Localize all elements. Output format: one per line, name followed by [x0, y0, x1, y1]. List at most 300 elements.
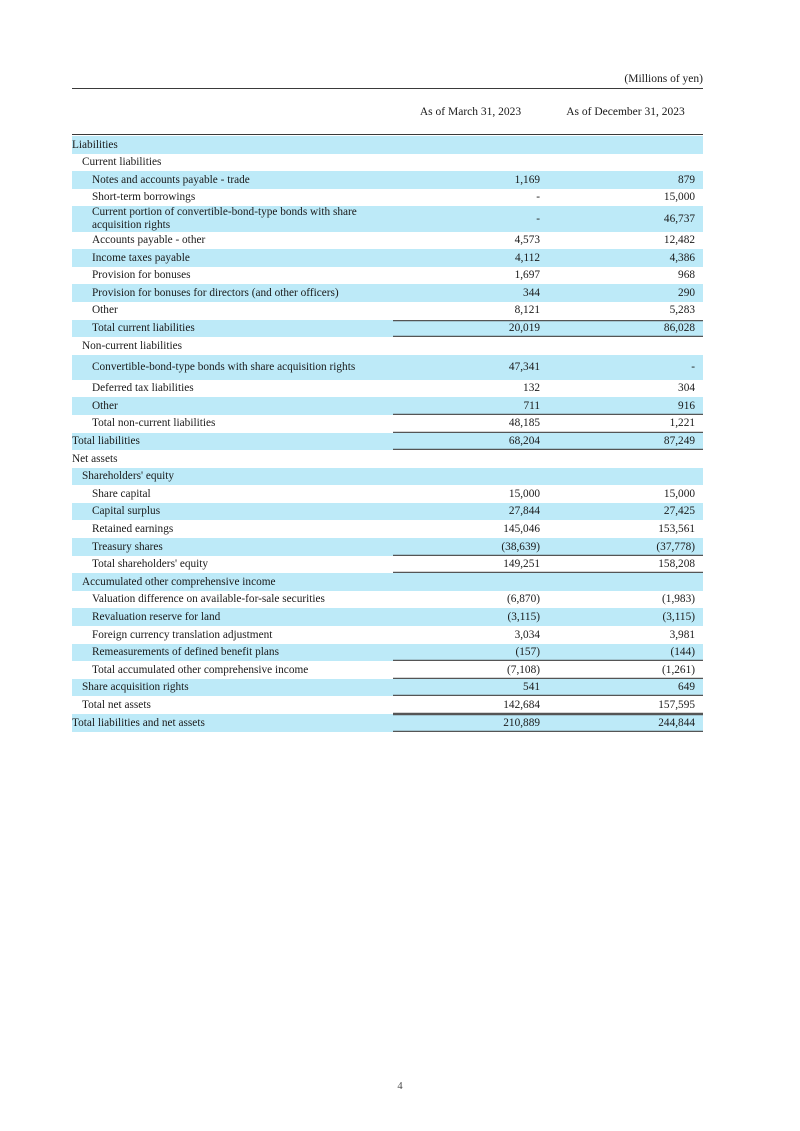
row-value-2	[548, 355, 703, 380]
row-label: Provision for bonuses	[92, 269, 191, 282]
row-value-2	[548, 232, 703, 250]
row-label: Revaluation reserve for land	[92, 610, 221, 623]
indent-cell	[82, 189, 92, 207]
row-value-1	[393, 679, 548, 697]
indent-cell	[82, 468, 383, 486]
indent-cell	[72, 415, 82, 433]
table-row	[72, 485, 703, 503]
value-text: (1,261)	[662, 663, 695, 676]
indent-cell	[92, 556, 383, 574]
table-row	[72, 591, 703, 609]
value-text: 158,208	[658, 558, 695, 571]
row-value-2	[548, 591, 703, 609]
value-text: 145,046	[503, 522, 540, 535]
row-value-1	[393, 284, 548, 302]
row-label: Total non-current liabilities	[92, 417, 216, 430]
value-text: 5,283	[669, 304, 695, 317]
row-value-2	[548, 415, 703, 433]
row-label: Accumulated other comprehensive income	[82, 575, 276, 588]
row-label: Provision for bonuses for directors (and other officers)	[92, 286, 339, 299]
indent-cell	[72, 608, 82, 626]
value-text: 4,112	[515, 251, 540, 264]
indent-cell	[72, 503, 82, 521]
row-value-2	[548, 468, 703, 486]
table-row	[72, 696, 703, 714]
value-text: 132	[523, 382, 540, 395]
row-value-1	[393, 556, 548, 574]
row-value-1	[393, 468, 548, 486]
indent-cell	[72, 556, 82, 574]
row-label: Liabilities	[72, 138, 118, 151]
row-value-2	[548, 136, 703, 154]
value-text: 290	[678, 286, 695, 299]
value-text: 142,684	[503, 698, 540, 711]
column-gap	[383, 136, 393, 154]
indent-cell	[72, 284, 82, 302]
indent-cell	[72, 136, 383, 154]
indent-cell	[82, 337, 383, 355]
row-label: Current portion of convertible-bond-type bonds with share acquisition rights	[92, 206, 357, 231]
row-value-1	[393, 626, 548, 644]
indent-cell	[82, 320, 92, 338]
indent-cell	[72, 520, 82, 538]
table-row	[72, 556, 703, 574]
indent-cell	[82, 661, 92, 679]
indent-cell	[92, 644, 383, 662]
indent-cell	[72, 450, 383, 468]
row-value-2	[548, 302, 703, 320]
row-label: Deferred tax liabilities	[92, 382, 194, 395]
row-value-2	[548, 573, 703, 591]
row-label: Other	[92, 399, 118, 412]
column-gap	[383, 696, 393, 714]
indent-cell	[82, 573, 383, 591]
table-row	[72, 415, 703, 433]
indent-cell	[82, 679, 383, 697]
indent-cell	[92, 302, 383, 320]
indent-cell	[72, 468, 82, 486]
column-gap	[383, 154, 393, 172]
table-row	[72, 608, 703, 626]
value-text: 8,121	[514, 304, 540, 317]
value-text: -	[536, 212, 540, 225]
indent-cell	[92, 538, 383, 556]
row-value-1	[393, 433, 548, 451]
row-value-2	[548, 485, 703, 503]
row-value-1	[393, 573, 548, 591]
column-gap	[383, 644, 393, 662]
indent-cell	[82, 696, 383, 714]
row-value-1	[393, 355, 548, 380]
row-value-1	[393, 397, 548, 415]
value-text: 12,482	[663, 234, 695, 247]
row-label: Non-current liabilities	[82, 339, 183, 352]
indent-cell	[92, 626, 383, 644]
row-label: Total liabilities	[72, 435, 140, 447]
column-gap	[383, 450, 393, 468]
table-row	[72, 284, 703, 302]
row-label: Income taxes payable	[92, 251, 190, 264]
row-value-2	[548, 556, 703, 574]
balance-sheet-body	[72, 136, 703, 732]
row-value-1	[393, 154, 548, 172]
row-value-1	[393, 337, 548, 355]
row-value-1	[393, 136, 548, 154]
row-value-2	[548, 503, 703, 521]
indent-cell	[92, 249, 383, 267]
indent-cell	[82, 556, 92, 574]
column-header-period-1: As of March 31, 2023	[419, 106, 522, 118]
value-text: 47,341	[508, 360, 540, 373]
column-gap	[383, 485, 393, 503]
value-text: 20,019	[508, 322, 540, 335]
row-value-1	[393, 206, 548, 231]
table-row	[72, 337, 703, 355]
value-text: 27,844	[508, 505, 540, 518]
row-value-1	[393, 380, 548, 398]
value-text: 210,889	[503, 716, 540, 729]
table-row	[72, 661, 703, 679]
column-gap	[383, 468, 393, 486]
column-gap	[383, 433, 393, 451]
row-value-1	[393, 189, 548, 207]
row-value-1	[393, 171, 548, 189]
value-text: (3,115)	[507, 610, 540, 623]
indent-cell	[82, 626, 92, 644]
table-row	[72, 520, 703, 538]
indent-cell	[92, 189, 383, 207]
indent-cell	[72, 714, 383, 732]
column-gap	[383, 591, 393, 609]
indent-cell	[72, 320, 82, 338]
row-label: Share capital	[92, 487, 151, 500]
row-label: Total liabilities and net assets	[72, 716, 205, 729]
row-value-2	[548, 320, 703, 338]
row-label: Shareholders' equity	[82, 470, 175, 483]
row-value-2	[548, 189, 703, 207]
value-text: 15,000	[508, 487, 540, 500]
row-label: Retained earnings	[92, 522, 174, 535]
column-gap	[383, 171, 393, 189]
row-value-2	[548, 380, 703, 398]
row-value-2	[548, 284, 703, 302]
row-value-2	[548, 644, 703, 662]
row-value-1	[393, 267, 548, 285]
row-label: Total net assets	[82, 698, 151, 711]
top-rule	[72, 88, 703, 89]
value-text: 1,169	[514, 173, 540, 186]
row-label: Share acquisition rights	[82, 681, 189, 694]
table-row	[72, 206, 703, 231]
value-text: (7,108)	[507, 663, 540, 676]
column-gap	[383, 626, 393, 644]
value-text: 153,561	[658, 522, 695, 535]
indent-cell	[72, 171, 82, 189]
indent-cell	[82, 608, 92, 626]
table-row	[72, 189, 703, 207]
row-value-2	[548, 206, 703, 231]
table-row	[72, 267, 703, 285]
indent-cell	[82, 249, 92, 267]
row-value-2	[548, 714, 703, 732]
indent-cell	[72, 232, 82, 250]
row-value-1	[393, 503, 548, 521]
column-header-period-2: As of December 31, 2023	[566, 106, 685, 118]
row-value-2	[548, 608, 703, 626]
indent-cell	[82, 171, 92, 189]
row-value-2	[548, 267, 703, 285]
indent-cell	[92, 380, 383, 398]
row-label: Other	[92, 304, 118, 317]
row-value-1	[393, 520, 548, 538]
indent-cell	[82, 415, 92, 433]
indent-cell	[92, 171, 383, 189]
indent-cell	[82, 154, 383, 172]
row-value-2	[548, 433, 703, 451]
column-gap	[383, 661, 393, 679]
indent-cell	[92, 503, 383, 521]
indent-cell	[82, 302, 92, 320]
row-value-1	[393, 538, 548, 556]
row-value-2	[548, 337, 703, 355]
row-value-1	[393, 249, 548, 267]
row-value-2	[548, 450, 703, 468]
row-value-1	[393, 591, 548, 609]
indent-cell	[92, 485, 383, 503]
row-value-1	[393, 302, 548, 320]
indent-cell	[82, 267, 92, 285]
value-text: 15,000	[663, 191, 695, 204]
row-value-2	[548, 520, 703, 538]
indent-cell	[72, 302, 82, 320]
row-value-2	[548, 154, 703, 172]
balance-sheet-table	[72, 136, 703, 732]
row-value-2	[548, 249, 703, 267]
column-gap	[383, 232, 393, 250]
page-number: 4	[397, 1081, 403, 1092]
table-row	[72, 380, 703, 398]
table-row	[72, 538, 703, 556]
row-label: Capital surplus	[92, 505, 161, 518]
indent-cell	[72, 189, 82, 207]
row-value-2	[548, 696, 703, 714]
column-gap	[383, 679, 393, 697]
row-label: Total shareholders' equity	[92, 558, 209, 571]
indent-cell	[92, 206, 383, 231]
table-row	[72, 171, 703, 189]
indent-cell	[92, 320, 383, 338]
indent-cell	[82, 380, 92, 398]
column-gap	[383, 206, 393, 231]
column-gap	[383, 355, 393, 380]
table-row	[72, 644, 703, 662]
row-value-2	[548, 626, 703, 644]
table-row	[72, 468, 703, 486]
row-value-1	[393, 450, 548, 468]
value-text: 711	[523, 399, 540, 412]
indent-cell	[72, 644, 82, 662]
value-text: (37,778)	[656, 540, 695, 553]
table-row	[72, 714, 703, 732]
row-value-1	[393, 320, 548, 338]
header-rule	[72, 134, 703, 135]
column-gap	[383, 556, 393, 574]
row-value-1	[393, 644, 548, 662]
indent-cell	[92, 415, 383, 433]
row-label: Total current liabilities	[92, 322, 195, 335]
table-row	[72, 433, 703, 451]
indent-cell	[92, 661, 383, 679]
row-label: Foreign currency translation adjustment	[92, 628, 273, 641]
indent-cell	[72, 573, 82, 591]
row-value-2	[548, 679, 703, 697]
indent-cell	[92, 608, 383, 626]
indent-cell	[72, 355, 82, 380]
row-value-1	[393, 608, 548, 626]
indent-cell	[92, 520, 383, 538]
value-text: -	[691, 360, 695, 373]
table-row	[72, 154, 703, 172]
indent-cell	[72, 337, 82, 355]
table-row	[72, 355, 703, 380]
table-row	[72, 450, 703, 468]
column-gap	[383, 249, 393, 267]
row-value-1	[393, 232, 548, 250]
indent-cell	[72, 538, 82, 556]
row-label: Notes and accounts payable - trade	[92, 173, 250, 186]
value-text: 4,573	[514, 234, 540, 247]
row-label: Treasury shares	[92, 540, 163, 553]
indent-cell	[92, 284, 383, 302]
indent-cell	[92, 267, 383, 285]
row-label: Remeasurements of defined benefit plans	[92, 646, 279, 659]
value-text: 1,697	[514, 269, 540, 282]
value-text: 344	[523, 286, 540, 299]
table-row	[72, 136, 703, 154]
indent-cell	[82, 538, 92, 556]
column-gap	[383, 714, 393, 732]
row-value-2	[548, 538, 703, 556]
indent-cell	[82, 355, 92, 380]
table-row	[72, 503, 703, 521]
value-text: 157,595	[658, 698, 695, 711]
indent-cell	[92, 397, 383, 415]
indent-cell	[72, 380, 82, 398]
indent-cell	[82, 503, 92, 521]
indent-cell	[72, 485, 82, 503]
value-text: (6,870)	[507, 593, 540, 606]
value-text: 879	[678, 173, 695, 186]
column-gap	[383, 284, 393, 302]
value-text: 968	[678, 269, 695, 282]
row-value-2	[548, 661, 703, 679]
value-text: 304	[678, 382, 695, 395]
value-text: 1,221	[669, 417, 695, 430]
column-gap	[383, 267, 393, 285]
column-gap	[383, 189, 393, 207]
row-label: Total accumulated other comprehensive income	[92, 663, 309, 676]
table-row	[72, 626, 703, 644]
table-row	[72, 573, 703, 591]
row-label: Short-term borrowings	[92, 191, 196, 204]
units-caption: (Millions of yen)	[624, 73, 703, 85]
row-value-1	[393, 696, 548, 714]
indent-cell	[82, 284, 92, 302]
value-text: 541	[523, 681, 540, 694]
value-text: -	[536, 191, 540, 204]
value-text: 27,425	[663, 505, 695, 518]
value-text: (144)	[670, 646, 695, 659]
value-text: 15,000	[663, 487, 695, 500]
column-gap	[383, 573, 393, 591]
indent-cell	[82, 232, 92, 250]
indent-cell	[82, 520, 92, 538]
column-gap	[383, 397, 393, 415]
indent-cell	[92, 591, 383, 609]
indent-cell	[82, 485, 92, 503]
value-text: (157)	[515, 646, 540, 659]
indent-cell	[72, 679, 82, 697]
row-value-1	[393, 415, 548, 433]
row-label: Net assets	[72, 452, 118, 465]
value-text: 149,251	[503, 558, 540, 571]
column-gap	[383, 337, 393, 355]
value-text: (1,983)	[662, 593, 695, 606]
column-gap	[383, 415, 393, 433]
value-text: 4,386	[669, 251, 695, 264]
indent-cell	[72, 397, 82, 415]
column-gap	[383, 380, 393, 398]
value-text: 86,028	[663, 322, 695, 335]
row-label: Accounts payable - other	[92, 234, 206, 247]
row-value-2	[548, 397, 703, 415]
column-gap	[383, 520, 393, 538]
value-text: 87,249	[663, 435, 695, 447]
value-text: 649	[678, 681, 695, 694]
table-row	[72, 302, 703, 320]
indent-cell	[92, 355, 383, 380]
table-row	[72, 232, 703, 250]
indent-cell	[82, 591, 92, 609]
indent-cell	[72, 696, 82, 714]
column-gap	[383, 608, 393, 626]
indent-cell	[82, 397, 92, 415]
table-row	[72, 249, 703, 267]
value-text: 916	[678, 399, 695, 412]
indent-cell	[72, 267, 82, 285]
row-value-1	[393, 661, 548, 679]
row-value-1	[393, 714, 548, 732]
indent-cell	[72, 591, 82, 609]
column-gap	[383, 538, 393, 556]
indent-cell	[72, 661, 82, 679]
value-text: 46,737	[663, 212, 695, 225]
value-text: (3,115)	[662, 610, 695, 623]
row-value-2	[548, 171, 703, 189]
table-row	[72, 397, 703, 415]
row-value-1	[393, 485, 548, 503]
indent-cell	[82, 644, 92, 662]
indent-cell	[72, 626, 82, 644]
row-label: Current liabilities	[82, 156, 162, 169]
row-label: Valuation difference on available-for-sale securities	[92, 593, 325, 606]
indent-cell	[72, 433, 383, 451]
table-row	[72, 679, 703, 697]
value-text: (38,639)	[501, 540, 540, 553]
indent-cell	[72, 154, 82, 172]
indent-cell	[82, 206, 92, 231]
column-gap	[383, 320, 393, 338]
